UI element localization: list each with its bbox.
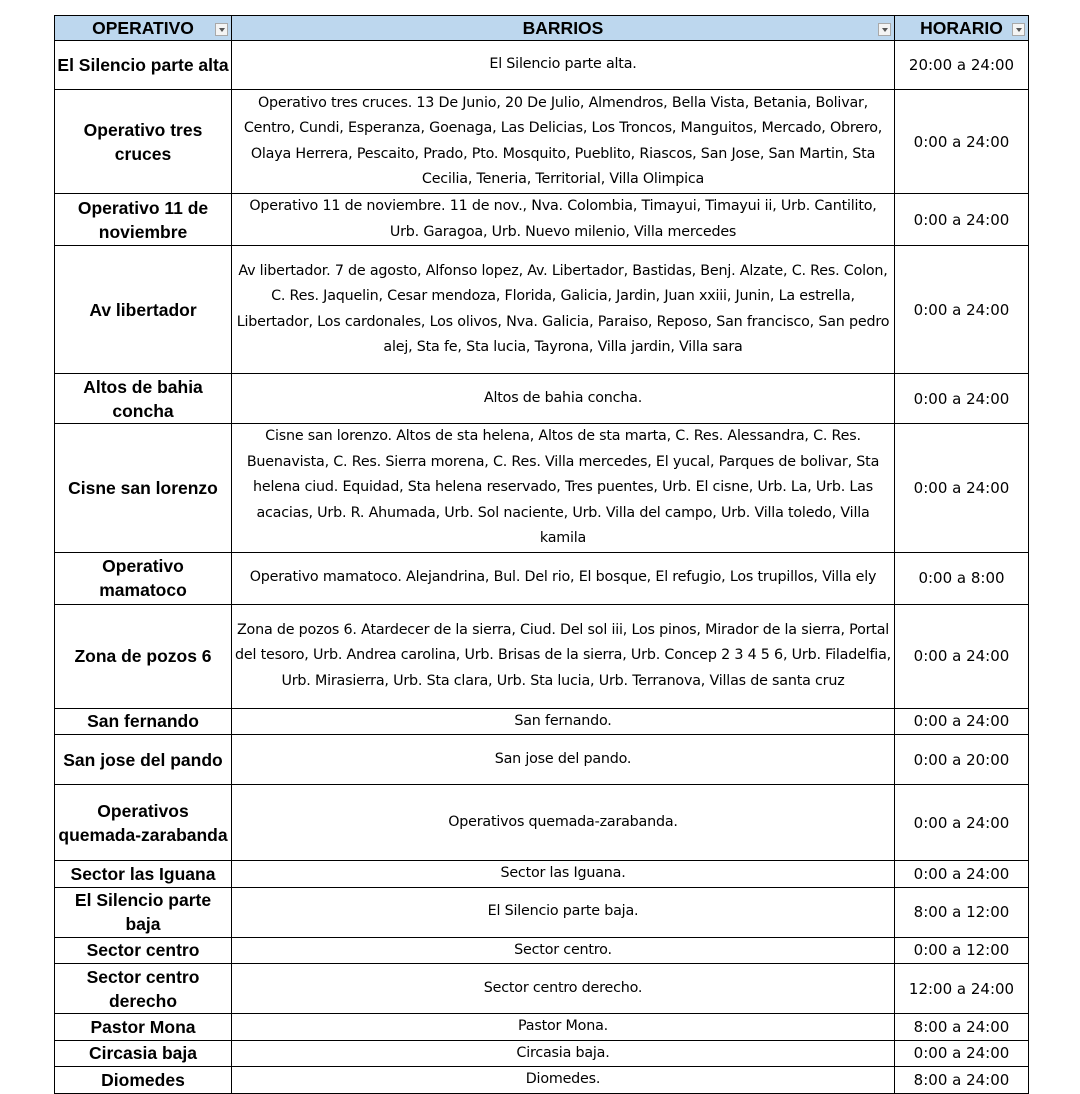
horario-cell[interactable]: 20:00 a 24:00 [895, 41, 1029, 90]
table-row [55, 964, 1029, 1014]
horario-cell[interactable]: 0:00 a 24:00 [895, 194, 1029, 246]
operativo-cell[interactable]: Operativos quemada-zarabanda [55, 785, 232, 861]
filter-dropdown-icon[interactable] [1012, 23, 1025, 36]
header-barrios-label: BARRIOS [522, 17, 604, 38]
table-row [55, 552, 1029, 604]
horario-cell[interactable]: 0:00 a 24:00 [895, 246, 1029, 374]
table-row [55, 374, 1029, 424]
table-row [55, 1067, 1029, 1094]
barrios-cell[interactable]: Sector las Iguana. [232, 861, 895, 888]
horario-cell[interactable]: 0:00 a 24:00 [895, 1040, 1029, 1067]
header-horario[interactable] [895, 16, 1029, 41]
barrios-cell[interactable]: El Silencio parte baja. [232, 887, 895, 937]
table-row [55, 861, 1029, 888]
horario-cell[interactable]: 0:00 a 24:00 [895, 708, 1029, 735]
filter-dropdown-icon[interactable] [878, 23, 891, 36]
barrios-cell[interactable]: Cisne san lorenzo. Altos de sta helena, Altos de sta marta, C. Res. Alessandra, C. Res. Buenavista, C. Res. Sierra morena, C. Res. Villa mercedes, El yucal, Parques de bolivar, Sta helena ciud. Equidad, Sta helena reservado, Tres puentes, Urb. El cisne, Urb. La, Urb. Las acacias, Urb. R. Ahumada, Urb. Sol naciente, Urb. Villa del campo, Urb. Villa toledo, Villa kamila [232, 424, 895, 553]
operativo-cell[interactable]: Operativo tres cruces [55, 90, 232, 194]
table-row [55, 246, 1029, 374]
barrios-cell[interactable]: Zona de pozos 6. Atardecer de la sierra, Ciud. Del sol iii, Los pinos, Mirador de la sierra, Portal del tesoro, Urb. Andrea carolina, Urb. Brisas de la sierra, Urb. Concep 2 3 4 5 6, Urb. Filadelfia, Urb. Mirasierra, Urb. Sta clara, Urb. Sta lucia, Urb. Terranova, Villas de santa cruz [232, 604, 895, 708]
operativo-cell[interactable]: Cisne san lorenzo [55, 424, 232, 553]
horario-cell[interactable]: 8:00 a 24:00 [895, 1014, 1029, 1041]
table-row [55, 1014, 1029, 1041]
table-row [55, 604, 1029, 708]
barrios-cell[interactable]: San jose del pando. [232, 735, 895, 785]
operativo-cell[interactable]: El Silencio parte alta [55, 41, 232, 90]
horario-cell[interactable]: 8:00 a 24:00 [895, 1067, 1029, 1094]
horario-cell[interactable]: 0:00 a 24:00 [895, 604, 1029, 708]
horario-cell[interactable]: 12:00 a 24:00 [895, 964, 1029, 1014]
barrios-cell[interactable]: Circasia baja. [232, 1040, 895, 1067]
table-row [55, 785, 1029, 861]
barrios-cell[interactable]: Operativo mamatoco. Alejandrina, Bul. Del rio, El bosque, El refugio, Los trupillos, Villa ely [232, 552, 895, 604]
operativo-cell[interactable]: Pastor Mona [55, 1014, 232, 1041]
barrios-cell[interactable]: El Silencio parte alta. [232, 41, 895, 90]
operativo-cell[interactable]: Circasia baja [55, 1040, 232, 1067]
operativo-cell[interactable]: Zona de pozos 6 [55, 604, 232, 708]
table-row [55, 90, 1029, 194]
horario-cell[interactable]: 0:00 a 24:00 [895, 785, 1029, 861]
table-row [55, 887, 1029, 937]
barrios-cell[interactable]: Operativos quemada-zarabanda. [232, 785, 895, 861]
horario-cell[interactable]: 0:00 a 24:00 [895, 90, 1029, 194]
filter-dropdown-icon[interactable] [215, 23, 228, 36]
barrios-cell[interactable]: Diomedes. [232, 1067, 895, 1094]
horario-cell[interactable]: 0:00 a 12:00 [895, 937, 1029, 964]
operativo-cell[interactable]: Sector centro derecho [55, 964, 232, 1014]
horario-cell[interactable]: 0:00 a 20:00 [895, 735, 1029, 785]
header-row [55, 16, 1029, 41]
table-row [55, 424, 1029, 553]
horario-cell[interactable]: 0:00 a 24:00 [895, 861, 1029, 888]
operativo-cell[interactable]: Av libertador [55, 246, 232, 374]
operativo-cell[interactable]: Sector centro [55, 937, 232, 964]
table-row [55, 1040, 1029, 1067]
operativo-cell[interactable]: San fernando [55, 708, 232, 735]
barrios-cell[interactable]: Av libertador. 7 de agosto, Alfonso lopez, Av. Libertador, Bastidas, Benj. Alzate, C. Res. Colon, C. Res. Jaquelin, Cesar mendoza, Florida, Galicia, Jardin, Juan xxiii, Junin, La estrella, Libertador, Los cardonales, Los olivos, Nva. Galicia, Paraiso, Reposo, San francisco, San pedro alej, Sta fe, Sta lucia, Tayrona, Villa jardin, Villa sara [232, 246, 895, 374]
operativo-cell[interactable]: Altos de bahia concha [55, 374, 232, 424]
horario-cell[interactable]: 0:00 a 24:00 [895, 424, 1029, 553]
operativo-cell[interactable]: Diomedes [55, 1067, 232, 1094]
table-row [55, 708, 1029, 735]
barrios-cell[interactable]: Altos de bahia concha. [232, 374, 895, 424]
barrios-cell[interactable]: Sector centro derecho. [232, 964, 895, 1014]
operativo-cell[interactable]: El Silencio parte baja [55, 887, 232, 937]
schedule-table [54, 15, 1029, 1094]
horario-cell[interactable]: 0:00 a 24:00 [895, 374, 1029, 424]
operativo-cell[interactable]: Operativo 11 de noviembre [55, 194, 232, 246]
table-row [55, 41, 1029, 90]
header-barrios[interactable] [232, 16, 895, 41]
barrios-cell[interactable]: Pastor Mona. [232, 1014, 895, 1041]
horario-cell[interactable]: 0:00 a 8:00 [895, 552, 1029, 604]
barrios-cell[interactable]: Operativo tres cruces. 13 De Junio, 20 De Julio, Almendros, Bella Vista, Betania, Bolivar, Centro, Cundi, Esperanza, Goenaga, Las Delicias, Los Troncos, Manguitos, Mercado, Obrero, Olaya Herrera, Pescaito, Prado, Pto. Mosquito, Pueblito, Riascos, San Jose, San Martin, Sta Cecilia, Teneria, Territorial, Villa Olimpica [232, 90, 895, 194]
operativo-cell[interactable]: Operativo mamatoco [55, 552, 232, 604]
table-row [55, 937, 1029, 964]
header-operativo-label: OPERATIVO [92, 17, 194, 38]
horario-cell[interactable]: 8:00 a 12:00 [895, 887, 1029, 937]
header-operativo[interactable] [55, 16, 232, 41]
operativo-cell[interactable]: Sector las Iguana [55, 861, 232, 888]
table-row [55, 194, 1029, 246]
barrios-cell[interactable]: San fernando. [232, 708, 895, 735]
barrios-cell[interactable]: Operativo 11 de noviembre. 11 de nov., Nva. Colombia, Timayui, Timayui ii, Urb. Cantilito, Urb. Garagoa, Urb. Nuevo milenio, Villa mercedes [232, 194, 895, 246]
header-horario-label: HORARIO [920, 17, 1003, 38]
table-row [55, 735, 1029, 785]
barrios-cell[interactable]: Sector centro. [232, 937, 895, 964]
operativo-cell[interactable]: San jose del pando [55, 735, 232, 785]
